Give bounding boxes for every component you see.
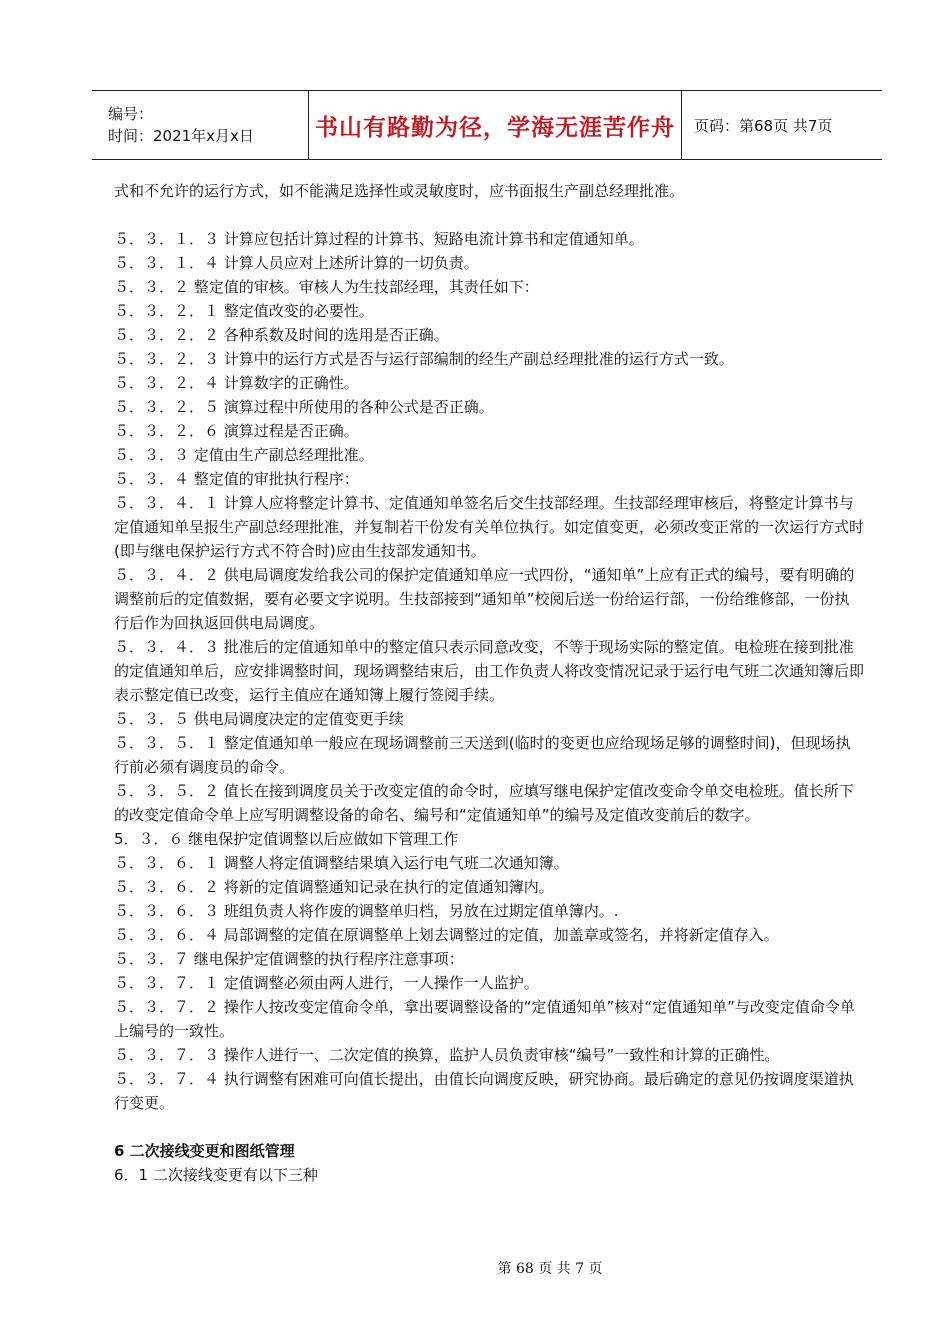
- document-number-label: 编号：: [108, 105, 154, 123]
- body-paragraph: ５．３．７．４ 执行调整有困难可向值长提出，由值长向调度反映，研究协商。最后确定的意见仍按调度渠道执行变更。: [114, 1070, 854, 1112]
- header-meta: [92, 91, 308, 159]
- paragraph-spacer: [114, 203, 864, 227]
- document-time-label: 时间：2021年x月x日: [108, 127, 254, 145]
- header-slogan: 书山有路勤为径，学海无涯苦作舟: [315, 114, 675, 141]
- body-paragraph: ５．３．６．１ 调整人将定值调整结果填入运行电气班二次通知簿。: [114, 854, 569, 872]
- body-paragraph: ５．３．２．３ 计算中的运行方式是否与运行部编制的经生产副总经理批准的运行方式一致。: [114, 350, 734, 368]
- body-paragraph: ５．３．１．３ 计算应包括计算过程的计算书、短路电流计算书和定值通知单。: [114, 230, 644, 248]
- header-slogan-cell: [308, 91, 682, 159]
- body-paragraph: 6．1 二次接线变更有以下三种: [114, 1166, 318, 1184]
- body-paragraph: ５．３．２．４ 计算数字的正确性。: [114, 374, 359, 392]
- body-paragraph: ５．３．５．２ 值长在接到调度员关于改变定值的命令时，应填写继电保护定值改变命令单交电检班。值长所下的改变定值命令单上应写明调整设备的命名、编号和“定值通知单”的编号及定值改变前后的数字。: [114, 782, 854, 824]
- body-paragraph: ５．３．２ 整定值的审核。审核人为生技部经理，其责任如下：: [114, 278, 539, 296]
- body-paragraph: ５．３．１．４ 计算人员应对上述所计算的一切负责。: [114, 254, 479, 272]
- body-paragraph: ５．３．４．１ 计算人应将整定计算书、定值通知单签名后交生技部经理。生技部经理审核后，将整定计算书与定值通知单呈报生产副总经理批准，并复制若干份发有关单位执行。如定值变更，必须改变正常的一次运行方式时(即与继电保护运行方式不符合时)应由生技部发通知书。: [114, 494, 865, 560]
- body-paragraph: ５．３．７．３ 操作人进行一、二次定值的换算，监护人员负责审核“编号”一致性和计算的正确性。: [114, 1046, 780, 1064]
- body-paragraph: ５．３．７．１ 定值调整必须由两人进行，一人操作一人监护。: [114, 974, 539, 992]
- page-header: [92, 90, 882, 160]
- body-paragraph: ５．３．２．１ 整定值改变的必要性。: [114, 302, 374, 320]
- body-paragraph: ５．３．３ 定值由生产副总经理批准。: [114, 446, 374, 464]
- body-paragraph: ５．３．７ 继电保护定值调整的执行程序注意事项：: [114, 950, 464, 968]
- body-paragraph: ５．３．４．３ 批准后的定值通知单中的整定值只表示同意改变，不等于现场实际的整定值。电检班在接到批准的定值通知单后，应安排调整时间，现场调整结束后，由工作负责人将改变情况记录于运行电气班二次通知簿后即表示整定值已改变，运行主值应在通知簿上履行签阅手续。: [114, 638, 865, 704]
- document-body: [114, 179, 864, 1187]
- body-paragraph: ５．３．７．２ 操作人按改变定值命令单，拿出要调整设备的“定值通知单”核对“定值通知单”与改变定值命令单上编号的一致性。: [114, 998, 855, 1040]
- body-paragraph: ５．３．２．２ 各种系数及时间的选用是否正确。: [114, 326, 449, 344]
- header-page-number: 页码：第68页 共7页: [694, 116, 833, 135]
- header-page-cell: [682, 91, 882, 159]
- body-paragraph: ５．３．５ 供电局调度决定的定值变更手续: [114, 710, 404, 728]
- body-paragraph: ５．３．２．５ 演算过程中所使用的各种公式是否正确。: [114, 398, 494, 416]
- body-paragraph: ５．３．５．１ 整定值通知单一般应在现场调整前三天送到(临时的变更也应给现场足够的调整时间)，但现场执行前必须有调度员的命令。: [114, 734, 851, 776]
- body-paragraph: ５．３．４．２ 供电局调度发给我公司的保护定值通知单应一式四份，“通知单”上应有正式的编号，要有明确的调整前后的定值数据，要有必要文字说明。生技部接到“通知单”校阅后送一份给运行部，一份给维修部，一份执行后作为回执返回供电局调度。: [114, 566, 855, 632]
- body-paragraph: ５．３．２．６ 演算过程是否正确。: [114, 422, 359, 440]
- body-paragraph: ５．３．６．４ 局部调整的定值在原调整单上划去调整过的定值，加盖章或签名，并将新定值存入。: [114, 926, 779, 944]
- paragraph-spacer: [114, 1115, 864, 1139]
- footer-page-number: 第 68 页 共 7 页: [497, 1261, 603, 1277]
- body-paragraph: 式和不允许的运行方式，如不能满足选择性或灵敏度时，应书面报生产副总经理批准。: [114, 182, 685, 200]
- body-paragraph: ５．３．６．３ 班组负责人将作废的调整单归档，另放在过期定值单簿内。.: [114, 902, 619, 920]
- page-footer: [0, 1258, 950, 1278]
- body-paragraph: ５．３．６．２ 将新的定值调整通知记录在执行的定值通知簿内。: [114, 878, 554, 896]
- body-paragraph: 5．３．６ 继电保护定值调整以后应做如下管理工作: [114, 830, 459, 848]
- body-paragraph: ５．３．４ 整定值的审批执行程序：: [114, 470, 359, 488]
- section-heading: 6 二次接线变更和图纸管理: [114, 1142, 295, 1160]
